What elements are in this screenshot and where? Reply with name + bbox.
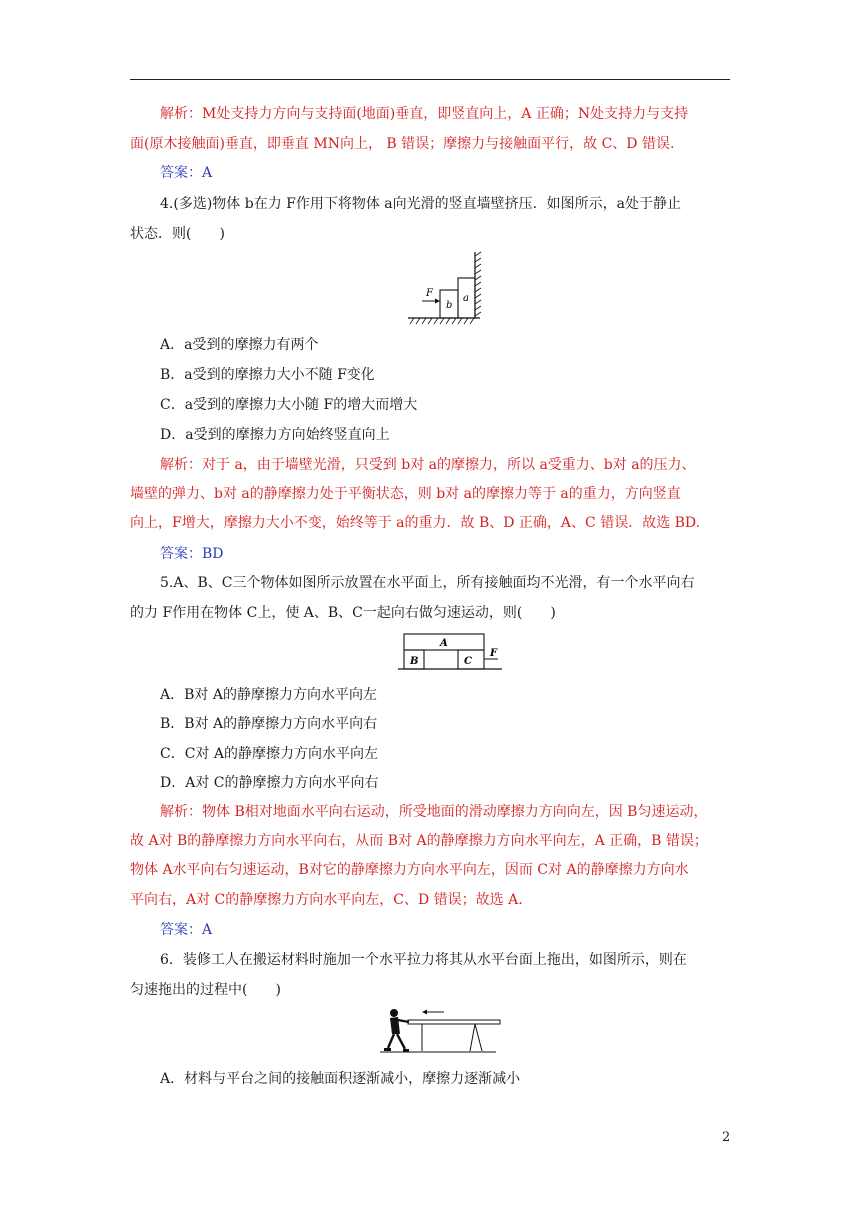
q4-answer: 答案：BD [160, 546, 224, 562]
q6-stem-line-1: 6．装修工人在搬运材料时施加一个水平拉力将其从水平台面上拖出，如图所示，则在 [160, 952, 687, 968]
q5-analysis-line-4: 平向右，A对 C的静摩擦力方向水平向左，C、D 错误；故选 A. [130, 892, 523, 908]
q5-stem-line-2: 的力 F作用在物体 C上，使 A、B、C一起向右做匀速运动，则( ) [130, 605, 556, 621]
q4-option-d: D．a受到的摩擦力方向始终竖直向上 [160, 427, 390, 443]
q6-figure-worker-table [378, 1004, 502, 1058]
q4-option-c: C．a受到的摩擦力大小随 F的增大而增大 [160, 397, 418, 413]
q4-stem-line-2: 状态．则( ) [130, 226, 225, 242]
q5-answer: 答案：A [160, 922, 213, 938]
q4-figure-wall-blocks [400, 248, 500, 328]
q4-block-a-label: a [463, 293, 469, 304]
q5-block-c-label: C [464, 656, 472, 667]
q4-analysis-line-2: 墙壁的弹力、b对 a的静摩擦力处于平衡状态，则 b对 a的摩擦力等于 a的重力，方向竖直 [130, 486, 681, 502]
q5-option-b: B．B对 A的静摩擦力方向水平向右 [160, 716, 378, 732]
q6-option-a: A．材料与平台之间的接触面积逐渐减小，摩擦力逐渐减小 [160, 1071, 521, 1087]
q5-analysis-line-2: 故 A对 B的静摩擦力方向水平向右，从而 B对 A的静摩擦力方向水平向左，A 正确，B 错误； [130, 833, 708, 849]
q4-force-label: F [426, 288, 433, 299]
q5-stem-line-1: 5.A、B、C三个物体如图所示放置在水平面上，所有接触面均不光滑，有一个水平向右 [160, 575, 695, 591]
q5-block-a-label: A [440, 638, 448, 649]
q3-answer: 答案：A [160, 165, 213, 181]
q5-option-d: D．A对 C的静摩擦力方向水平向右 [160, 775, 379, 791]
header-rule [130, 79, 730, 80]
page-number: 2 [722, 1130, 731, 1145]
q4-analysis-line-1: 解析：对于 a，由于墙壁光滑，只受到 b对 a的摩擦力，所以 a受重力、b对 a的压力、 [160, 457, 696, 473]
q5-option-c: C．C对 A的静摩擦力方向水平向左 [160, 746, 378, 762]
q5-analysis-line-3: 物体 A水平向右匀速运动，B对它的静摩擦力方向水平向左，因而 C对 A的静摩擦力方向水 [130, 862, 689, 878]
q5-figure-three-blocks [396, 628, 508, 674]
q4-option-a: A．a受到的摩擦力有两个 [160, 337, 319, 353]
q6-stem-line-2: 匀速拖出的过程中( ) [130, 982, 281, 998]
q4-stem-line-1: 4.(多选)物体 b在力 F作用下将物体 a向光滑的竖直墙壁挤压．如图所示，a处于静止 [160, 196, 681, 212]
worker-figure [384, 1009, 409, 1052]
q5-force-label: F [490, 648, 498, 659]
q3-analysis-line-1: 解析：M处支持力方向与支持面(地面)垂直，即竖直向上，A 正确；N处支持力与支持 [160, 106, 689, 122]
q5-block-b-label: B [410, 656, 419, 667]
q4-block-b-label: b [446, 300, 453, 311]
q5-analysis-line-1: 解析：物体 B相对地面水平向右运动，所受地面的滑动摩擦力方向向左，因 B匀速运动， [160, 804, 708, 820]
q3-analysis-line-2: 面(原木接触面)垂直，即垂直 MN向上， B 错误；摩擦力与接触面平行，故 C、D 错误. [130, 136, 675, 152]
q5-option-a: A．B对 A的静摩擦力方向水平向左 [160, 687, 377, 703]
q4-analysis-line-3: 向上，F增大，摩擦力大小不变，始终等于 a的重力．故 B、D 正确，A、C 错误．故选 BD. [130, 515, 701, 531]
q4-option-b: B．a受到的摩擦力大小不随 F变化 [160, 367, 375, 383]
